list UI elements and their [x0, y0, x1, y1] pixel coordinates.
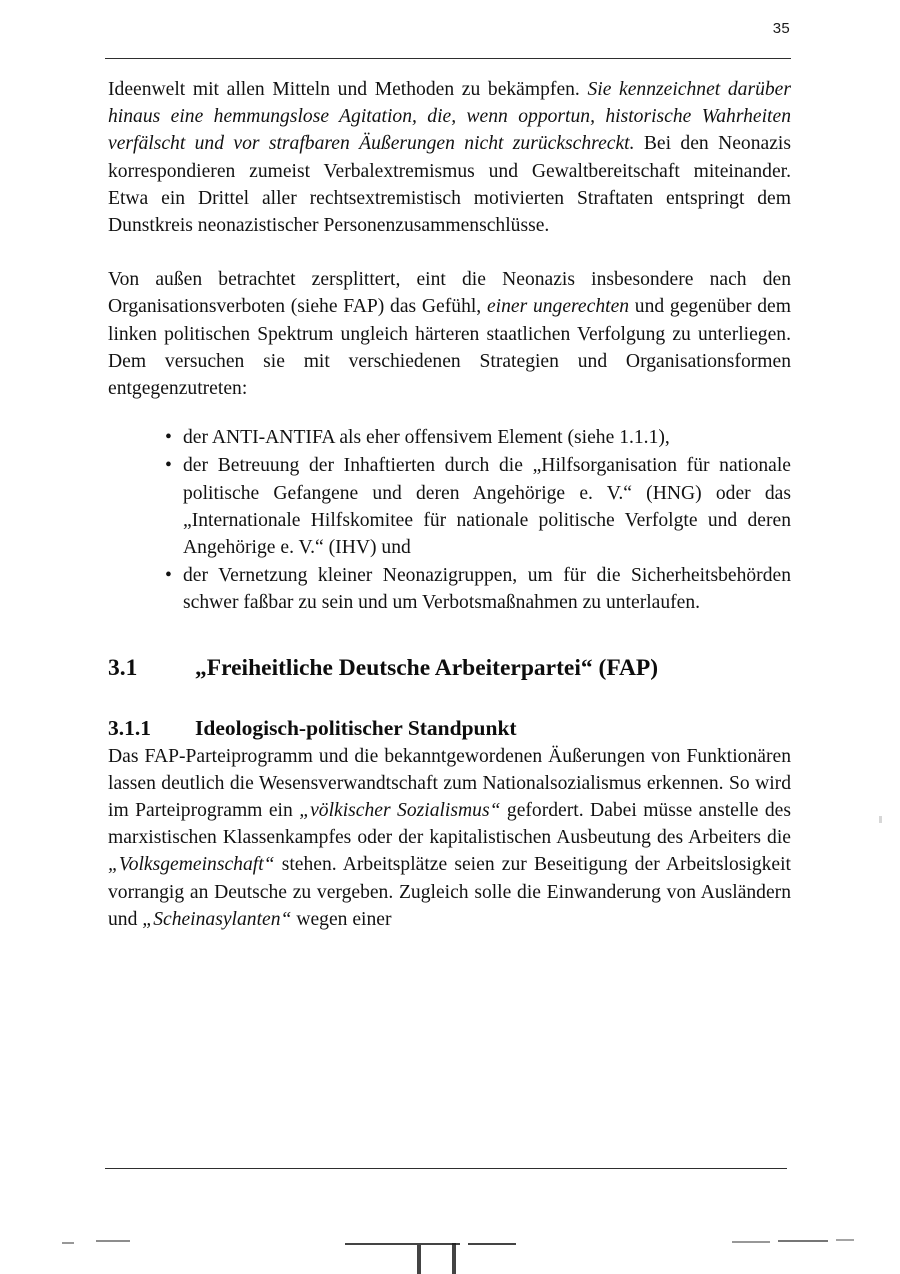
paragraph-3-run-5: stehen. Arbeitsplätze seien zur Beseitigung der Arbeitslosigkeit vorrangig an Deutsche zu vergeben. Zugleich solle die Einwanderung von Ausländern und — [108, 854, 791, 930]
paragraph-3-run-7: wegen einer — [291, 908, 392, 930]
scan-artifact-tick-right — [452, 1243, 456, 1274]
scan-artifact-right-a — [732, 1241, 770, 1243]
paragraph-3-emphasis-2: „Volksgemeinschaft“ — [108, 854, 275, 876]
bullet-icon: • — [165, 427, 172, 449]
page-number: 35 — [772, 20, 790, 37]
paragraph-1 — [108, 76, 791, 239]
section-heading — [108, 653, 791, 683]
header-rule — [105, 58, 791, 59]
scan-artifact-right-b — [778, 1240, 828, 1242]
subsection-number: 3.1.1 — [108, 715, 151, 740]
paragraph-2-run-3: und gegenüber dem linken politischen Spektrum ungleich härteren staatlichen Verfolgung zu unterliegen. Dem versuchen sie mit verschiedenen Strategien und Organisationsformen entgegenzutreten: — [108, 296, 791, 400]
scan-artifact-tick-left — [417, 1245, 421, 1274]
scan-speck-margin — [879, 816, 882, 823]
paragraph-1-emphasis: Sie kennzeichnet darüber hinaus eine hemmungslose Agitation, die, wenn opportun, historische Wahrheiten verfälscht und vor strafbaren Äußerungen nicht zurückschreckt. — [108, 79, 791, 155]
list-item-text: der ANTI-ANTIFA als eher offensivem Element (siehe 1.1.1), — [183, 427, 670, 449]
section-title: „Freiheitliche Deutsche Arbeiterpartei“ (FAP) — [195, 654, 659, 681]
paragraph-3-run-1: Das FAP-Parteiprogramm und die bekanntgewordenen Äußerungen von Funktionären lassen deutlich die Wesensverwandtschaft zum Nationalsozialismus erkennen. So wird im Parteiprogramm ein — [108, 745, 791, 822]
paragraph-1-run-1: Ideenwelt mit allen Mitteln und Methoden zu bekämpfen. — [108, 79, 588, 100]
paragraph-1-run-3: Bei den Neonazis korrespondieren zumeist Verbalextremismus und Gewaltbereitschaft miteinander. Etwa ein Drittel aller rechtsextremistisch motivierten Straftaten entspringt dem Dunstkreis neonazistischer Personenzusammenschlüsse. — [108, 133, 791, 237]
list-item-text: der Vernetzung kleiner Neonazigruppen, um für die Sicherheitsbehörden schwer faßbar zu sein und um Verbotsmaßnahmen zu unterlaufen. — [183, 565, 791, 614]
bullet-icon: • — [165, 455, 172, 477]
scan-artifact-right-c — [836, 1239, 854, 1241]
paragraph-2 — [108, 266, 791, 402]
paragraph-3-emphasis-3: „Scheinasylanten“ — [142, 908, 292, 930]
scan-artifact-center-bar-2 — [468, 1243, 516, 1245]
page-body — [108, 76, 791, 933]
subsection-title: Ideologisch-politischer Standpunkt — [195, 715, 517, 740]
list-item — [165, 424, 791, 451]
paragraph-2-run-1: Von außen betrachtet zersplittert, eint die Neonazis insbesondere nach den Organisationsverboten (siehe FAP) das Gefühl, — [108, 269, 791, 318]
scan-artifact-left-b — [96, 1240, 130, 1242]
list-item-text: der Betreuung der Inhaftierten durch die „Hilfsorganisation für nationale politische Gefangene und deren Angehörige e. V.“ (HNG) oder das „Internationale Hilfskomitee für nationale politische Verfolgte und deren Angehörige e. V.“ (IHV) und — [183, 455, 791, 559]
subsection-heading — [108, 714, 791, 743]
paragraph-3-run-3: gefordert. Dabei müsse anstelle des marxistischen Klassenkampfes oder der kapitalistischen Ausbeutung des Arbeiters die — [108, 800, 791, 849]
bullet-icon: • — [165, 565, 172, 587]
bullet-list — [108, 424, 791, 616]
scan-artifact-left-a — [62, 1242, 74, 1244]
section-number: 3.1 — [108, 654, 138, 681]
footer-rule — [105, 1168, 787, 1169]
list-item — [165, 452, 791, 561]
list-item — [165, 562, 791, 616]
scan-artifact-center-bar — [345, 1243, 460, 1245]
paragraph-3 — [108, 743, 791, 933]
paragraph-2-emphasis: einer ungerechten — [486, 296, 630, 318]
paragraph-3-emphasis-1: „völkischer Sozialismus“ — [299, 800, 501, 822]
